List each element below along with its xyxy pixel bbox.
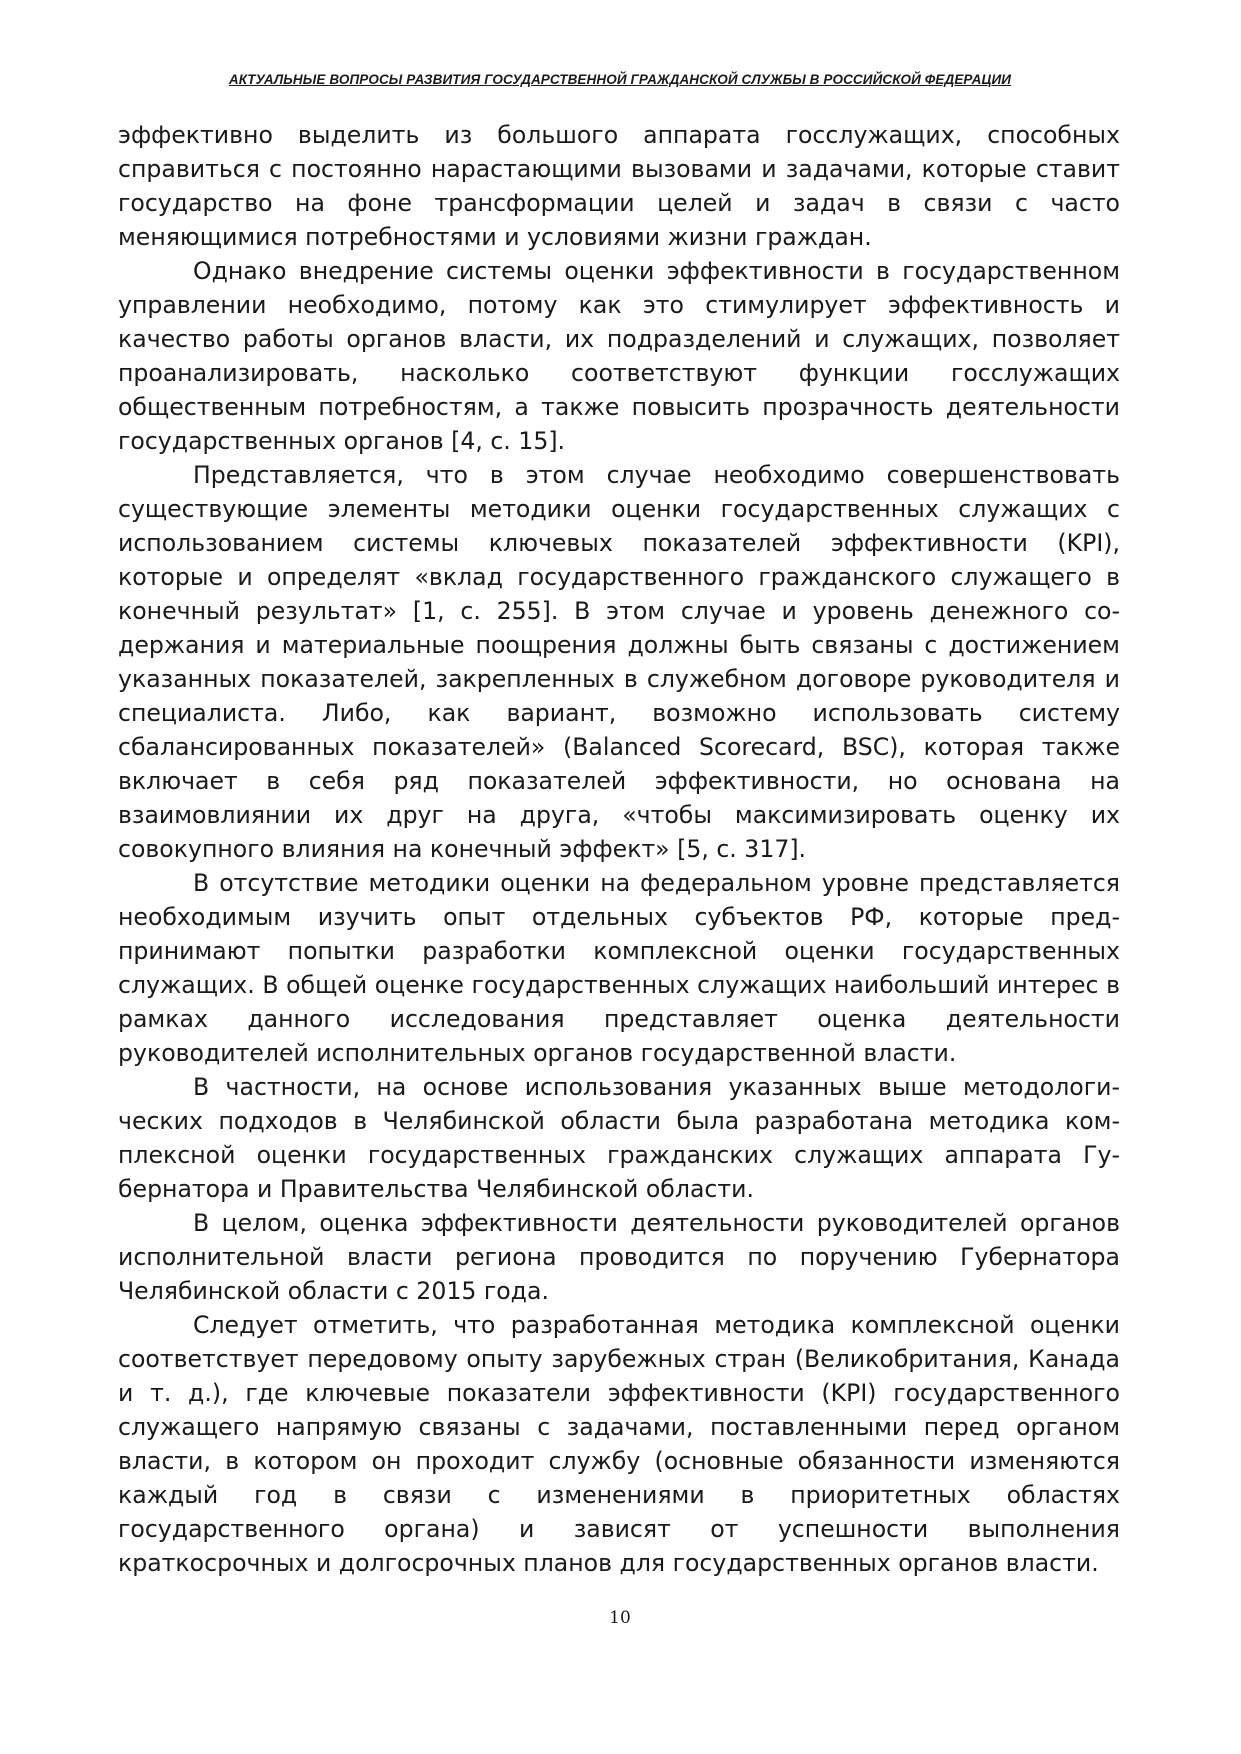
paragraph-continuation: эффективно выделить из большого аппарата госслужащих, способных справиться с постоянно нарастающими вызовами и задачами, которые ставит государство на фоне трансформации целей и задач в связи с часто меняющимися потребностями и условиями жизни граждан. xyxy=(118,121,1120,251)
paragraph: Представляется, что в этом случае необходимо совершенствовать существующие элементы методики оценки государственных служащих с использованием системы ключевых показателей эффективности (KPI), которые и определят «вклад государственного гражданского служащего в конечный результат» [1, с. 255]. В этом случае и уровень денежного содержания и материальные поощрения должны быть связаны с достижением указанных показателей, закрепленных в служебном договоре руководителя и специалиста. Либо, как вариант, возможно использовать систему сбалансированных показателей» (Balanced Scorecard, BSC), которая также включает в себя ряд показателей эффективности, но основана на взаимовлиянии их друг на друга, «чтобы максимизировать оценку их совокупного влияния на конечный эффект» [5, с. 317]. xyxy=(118,461,1120,863)
page-number: 10 xyxy=(609,1608,631,1628)
paragraph: В частности, на основе использования указанных выше методологических подходов в Челябинской области была разработана методика комплексной оценки государственных гражданских служащих аппарата Губернатора и Правительства Челябинской области. xyxy=(118,1073,1120,1203)
paragraph: В отсутствие методики оценки на федеральном уровне представляется необходимым изучить опыт отдельных субъектов РФ, которые предпринимают попытки разработки комплексной оценки государственных служащих. В общей оценке государственных служащих наибольший интерес в рамках данного исследования представляет оценка деятельности руководителей исполнительных органов государственной власти. xyxy=(118,869,1120,1067)
running-header: АКТУАЛЬНЫЕ ВОПРОСЫ РАЗВИТИЯ ГОСУДАРСТВЕННОЙ ГРАЖДАНСКОЙ СЛУЖБЫ В РОССИЙСКОЙ ФЕДЕРАЦИИ xyxy=(228,72,1012,87)
paragraph: Однако внедрение системы оценки эффективности в государственном управлении необходимо, потому как это стимулирует эффективность и качество работы органов власти, их подразделений и служащих, позволяет проанализировать, насколько соответствуют функции госслужащих общественным потребностям, а также повысить прозрачность деятельности государственных органов [4, с. 15]. xyxy=(118,257,1120,455)
body-text xyxy=(118,118,1120,1580)
paragraph: Следует отметить, что разработанная методика комплексной оценки соответствует передовому опыту зарубежных стран (Великобритания, Канада и т. д.), где ключевые показатели эффективности (KPI) государственного служащего напрямую связаны с задачами, поставленными перед органом власти, в котором он проходит службу (основные обязанности изменяются каждый год в связи с изменениями в приоритетных областях государственного органа) и зависят от успешности выполнения краткосрочных и долгосрочных планов для государственных органов власти. xyxy=(118,1311,1120,1577)
paragraph: В целом, оценка эффективности деятельности руководителей органов исполнительной власти региона проводится по поручению Губернатора Челябинской области с 2015 года. xyxy=(118,1209,1120,1305)
